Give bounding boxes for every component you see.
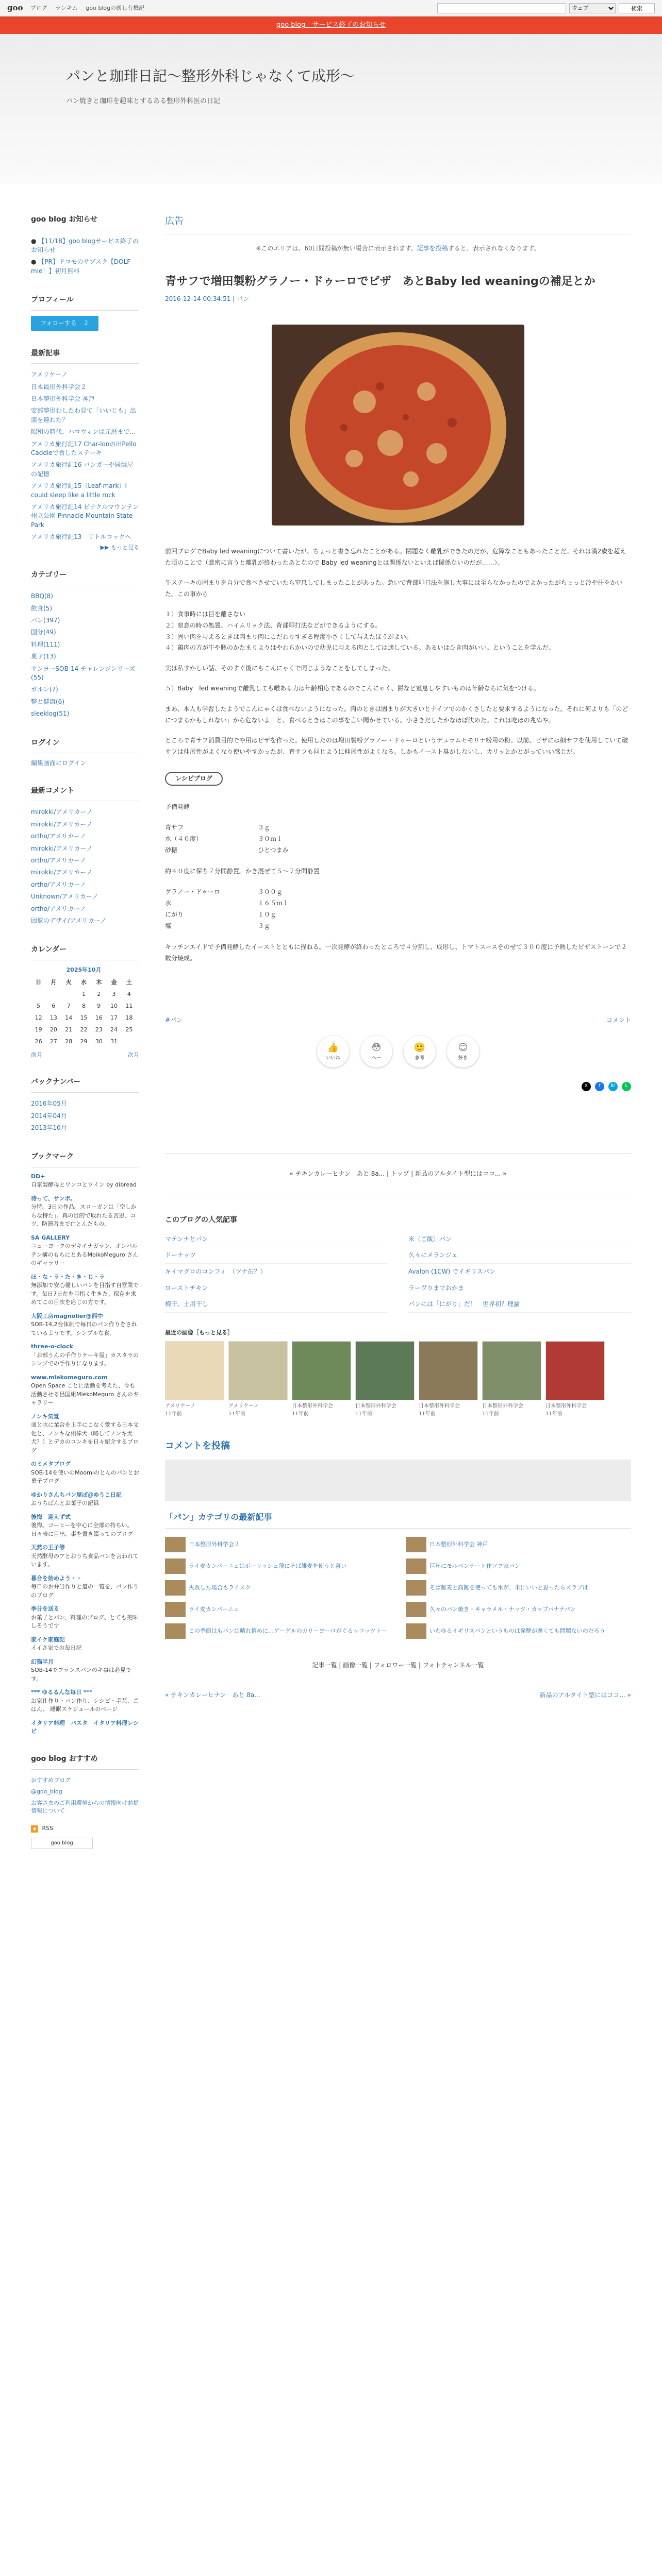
rss-icon[interactable]: ◉ <box>31 1825 38 1833</box>
reaction-love[interactable]: 😊 好き <box>447 1036 479 1067</box>
bookmark-link[interactable]: www.miekomeguro.com <box>31 1374 108 1381</box>
comment-heading: 最新コメント <box>31 786 139 802</box>
post-meta: 2016-12-14 00:34:51 | パン <box>165 295 250 303</box>
calendar-week: 19 20 21 22 23 24 25 <box>35 1026 133 1033</box>
bookmark-list <box>31 1173 139 1736</box>
popular-item: 米（ご飯）パン <box>408 1231 631 1248</box>
notice-heading: goo blog お知らせ <box>31 214 139 230</box>
recent-images-heading[interactable]: 最近の画像［もっと見る］ <box>165 1329 233 1336</box>
blog-header <box>0 34 662 183</box>
recommend-heading: goo blog おすすめ <box>31 1754 139 1770</box>
bookmark-item <box>31 1574 139 1600</box>
bookmark-desc: SOB-14を使いのMoomiのとんのパンとお菓子ブログ <box>31 1469 139 1485</box>
backnumber-list <box>31 1098 139 1134</box>
bookmark-item <box>31 1343 139 1368</box>
top-nav-new[interactable]: goo blogの新し有機記 <box>86 4 145 11</box>
popular-item: キイマグロのコンフィ （ツナ缶？） <box>165 1264 388 1280</box>
recommend-item: @goo_blog <box>31 1788 62 1795</box>
recipe-row: グラノー・ドゥーロ ３００ｇ <box>165 888 283 895</box>
top-nav-ranking[interactable]: ランキム <box>55 4 78 11</box>
latest-thumb <box>406 1602 426 1617</box>
category-item: 料理(111) <box>31 640 60 648</box>
category-item: 菓子(13) <box>31 653 56 660</box>
pizza-photo[interactable] <box>272 325 524 526</box>
calendar-week: 5 6 7 8 9 10 11 <box>37 1003 133 1010</box>
post-paragraph: まあ、本人も学習したようでこんにゃくは食べないようになった。肉のときは固まりが大きいとナイフでのかくさしたと要求するようになった。それに何よりも「のどにつまるかもしれない」から危ないよ」と、食べるときはこの事を言い聞かせている。小さきだしたかなほぼ決めた。これは吃ほの兆ぬや。 <box>165 705 628 724</box>
facebook-share-icon[interactable]: f <box>595 1082 604 1091</box>
like-icon: 👍 <box>327 1042 339 1053</box>
latest-item[interactable]: この季節はもパンは晴れ情めに…ゲーゲルのカリーヨーロがぐるッコッツトー <box>165 1622 390 1640</box>
latest-item[interactable]: 日本整形外科学会 神戸 <box>406 1536 631 1553</box>
recent-heading: 最新記事 <box>31 348 139 364</box>
recipe-row: にがり １０ｇ <box>165 911 277 919</box>
hatena-share-icon[interactable]: B! <box>608 1082 618 1091</box>
image-thumb[interactable]: 日本整形外科学会 11年前 <box>419 1341 478 1418</box>
comment-item: Unknown/アメリカーノ <box>31 893 98 901</box>
comment-item: 回覧のデザイ/アメリカーノ <box>31 917 107 924</box>
recommend-item: おすすめブログ <box>31 1776 71 1784</box>
bookmark-item <box>31 1513 139 1539</box>
recipe-row: 青サフ ３ｇ <box>165 824 271 832</box>
footer-links[interactable]: 記事一覧 | 画像一覧 | フォロワー一覧 | フォトチャンネル一覧 <box>312 1661 484 1669</box>
recent-item: アメリカ旅行記17 Char-lonの出Pello Caddleで食したステーキ <box>31 440 137 456</box>
category-heading: カテゴリー <box>31 570 139 586</box>
calendar-week: 26 27 28 29 30 31 <box>35 1038 118 1045</box>
backnumber-item: 2014年04月 <box>31 1112 67 1120</box>
latest-item[interactable]: そば雑麦と高雑を使っても水が、米にいいと思ったらスラブは <box>406 1579 631 1597</box>
reaction-useful[interactable]: 🙂 参考 <box>404 1036 436 1067</box>
reaction-buttons <box>165 1036 631 1067</box>
service-end-notice[interactable]: goo blog サービス終了のお知らせ <box>0 16 662 34</box>
recipe-row: 砂糖 ひとつまみ <box>165 846 289 854</box>
popular-item: パンには「にがり」だ！ 世界初？理論 <box>408 1296 631 1313</box>
recommend-item: お客さまのご利用環境からの情報向け前提情報について <box>31 1799 139 1815</box>
comment-form-heading: コメントを投稿 <box>165 1440 230 1451</box>
category-item: 国分(49) <box>31 629 56 636</box>
calendar-next[interactable]: 次月 <box>128 1052 139 1059</box>
recent-item: アメリケーノ <box>31 371 68 379</box>
profile-heading: プロフィール <box>31 295 139 311</box>
ad-note: ※このエリアは、60日間投稿が無い場合に表示されます。記事を投稿すると、表示されなくなります。 <box>256 244 540 252</box>
bottom-nav <box>165 1690 631 1700</box>
latest-thumb <box>406 1558 426 1574</box>
bottom-prev-link[interactable]: « チキンカレーヒナン あと 8a... <box>165 1691 260 1699</box>
image-thumb[interactable]: アメリケーノ 11年前 <box>228 1341 288 1418</box>
recipe-blog-button[interactable]: レシピブログ <box>165 772 223 786</box>
bookmark-desc: 後悔。コーヒーを中心に全部の持ちい。日々表に目出、事を書き綴ってのブログ <box>31 1522 133 1537</box>
post-category[interactable]: パン <box>237 295 250 303</box>
latest-item[interactable]: ライ麦カンパーニュはボーリッシュ飛にそば雑麦を使うと喜い <box>165 1557 390 1575</box>
ad-heading: 広告 <box>165 214 631 234</box>
comment-item: ortho/アメリカーノ <box>31 905 86 912</box>
bookmark-item <box>31 1688 139 1714</box>
reaction-wow[interactable]: 😳 へー <box>360 1036 392 1067</box>
calendar-weekdays: 日 月 火 水 木 金 土 <box>36 979 132 986</box>
latest-item[interactable]: ライ麦カンパーニュ <box>165 1601 390 1618</box>
bookmark-item <box>31 1195 139 1229</box>
comment-form-area <box>165 1460 631 1501</box>
popular-item: ローストチキン <box>165 1280 388 1297</box>
post-paragraph: ところで青サフ消費目的でや用はピザを作った。使用したのは増田製粉グラノー・ドゥーロというデュラムセモリナ粉用の粉。以前、ピザには細サフを使用していて破サフは伸展性がよくなり使いやすかったが、青サフも同じように伸展性がよくなる。しかもイースト臭がしないし、カリッとかとがっていい感じだ。 <box>165 737 628 755</box>
latest-thumb <box>165 1580 186 1596</box>
recent-item: アメリカ旅行記13 リトルロックへ <box>31 533 131 541</box>
image-thumb[interactable]: 日本整形外科学会 11年前 <box>292 1341 351 1418</box>
comment-item: mirokki/アメリカーノ <box>31 820 93 828</box>
comment-item: ortho/アメリカーノ <box>31 857 86 865</box>
calendar-prev[interactable]: 前月 <box>31 1052 42 1059</box>
recent-item: アメリカ旅行記15（Leaf-mark）I could sleep like a little rock <box>31 482 127 499</box>
category-list <box>31 590 139 720</box>
popular-item: ドーナッツ <box>165 1247 388 1264</box>
notice-item[interactable]: ● 【PR】ドコモのサブスク【DOLF mie！】初月無料 <box>31 258 131 275</box>
top-nav-blog[interactable]: ブログ <box>30 4 47 11</box>
comment-link[interactable]: コメント <box>606 1016 631 1024</box>
post-paragraph: 実は私すかしい話、そのすぐ後にもこんにゃくで同じようなことをしてしまった。 <box>165 664 394 672</box>
backnumber-item: 2016年05月 <box>31 1100 67 1108</box>
bookmark-item <box>31 1491 139 1508</box>
post-body <box>165 546 631 757</box>
latest-thumb <box>165 1558 186 1574</box>
recent-list <box>31 369 139 543</box>
bookmark-link[interactable]: three-o-clock <box>31 1343 73 1350</box>
bookmark-link[interactable]: 家イケ家庭記 <box>31 1636 65 1643</box>
recent-item: アメリカ旅行記14 ピナクルマウンテン州立公園 Pinnacle Mountain State Park <box>31 503 139 529</box>
comment-item: mirokki/アメリカーノ <box>31 844 93 852</box>
category-item: 飲食(5) <box>31 604 52 612</box>
bookmark-link[interactable]: 暮合を始めよう・・ <box>31 1574 82 1582</box>
recipe-row: 塩 ３ｇ <box>165 922 271 930</box>
blog-title[interactable]: パンと珈琲日記〜整形外科じゃなくて成形〜 <box>66 67 355 84</box>
comment-item: mirokki/アメリカーノ <box>31 869 93 876</box>
post-tag[interactable]: #パン <box>165 1016 183 1024</box>
image-thumb[interactable]: アメリケーノ 11年前 <box>165 1341 224 1418</box>
popular-item: マテンナとパン <box>165 1231 388 1248</box>
backnumber-item: 2013年10月 <box>31 1124 67 1131</box>
recent-item: 昭和の時代、ハロウィンは元暦まで… <box>31 428 136 436</box>
post-title[interactable]: 青サフで増田製粉グラノー・ドゥーロでピザ あとBaby led weaningの補足とか <box>165 275 595 289</box>
comment-item: ortho/アメリカーノ <box>31 880 86 888</box>
bookmark-link[interactable]: ほ・な・ラ・た・き・じ・ラ <box>31 1273 105 1280</box>
bookmark-item <box>31 1234 139 1268</box>
sidebar <box>31 214 139 1867</box>
category-item: パン(397) <box>31 616 60 624</box>
recipe-step: 約４０度に保ち７分間静置。かき混ぜて５～７分間静置 <box>165 867 320 875</box>
bookmark-desc: お菓子とパン、料理のブログ、とても美味しそうです <box>31 1614 138 1630</box>
recent-item: 安部整形むしたわ見て「いいじも」出演を連れた？ <box>31 407 137 423</box>
top-nav <box>30 4 151 12</box>
recipe-step: キッチンエイドで予備発酵したイーストとともに捏ねる。一次発酵が終わったところで４分割し、成形し、トマトスースをのせて３００度に予熱したピザストーンで２数分焼成。 <box>165 943 627 962</box>
category-item: sleeklog(51) <box>31 710 70 718</box>
comment-item: ortho/アメリカーノ <box>31 833 86 840</box>
useful-icon: 🙂 <box>413 1042 426 1053</box>
recommend-list <box>31 1775 139 1817</box>
reaction-like[interactable]: 👍 いいね <box>317 1036 349 1067</box>
login-heading: ログイン <box>31 738 139 754</box>
wow-icon: 😳 <box>371 1042 382 1053</box>
latest-thumb <box>406 1580 426 1596</box>
prev-next-nav[interactable]: « チキンカレーヒナン あと 8a... | トップ | 新品のアルタイト型にはココ... » <box>165 1153 631 1195</box>
bottom-next-link[interactable]: 新品のアルタイト型にはココ... » <box>539 1691 631 1699</box>
latest-item[interactable]: 日本整形外科学会２ <box>165 1536 390 1553</box>
recent-item: アメリカ旅行記16 バンガーや居酒屋の記憶 <box>31 461 134 478</box>
bookmark-item <box>31 1544 139 1569</box>
bookmark-link[interactable]: 後悔 迎えず式 <box>31 1513 71 1520</box>
bookmark-desc: Open Space ことに活動を考えた、今も活動させる呂国組MiekoMeguro さんのギャラリー <box>31 1382 139 1406</box>
post-article-link[interactable]: 記事を投稿 <box>417 244 448 252</box>
bookmark-item <box>31 1173 139 1190</box>
latest-thumb <box>165 1623 186 1639</box>
latest-thumb <box>165 1537 186 1552</box>
image-thumb[interactable]: 日本整形外科学会 11年前 <box>355 1341 415 1418</box>
goo-blog-badge[interactable]: goo blog <box>31 1838 93 1849</box>
bookmark-desc: SOB-14でフランスパンのキ事は必見です。 <box>31 1667 131 1682</box>
recent-more-link[interactable]: ▶▶ もっと見る <box>100 544 139 551</box>
calendar <box>31 965 137 1047</box>
calendar-week: 1 2 3 4 <box>81 991 131 998</box>
popular-heading: このブログの人気記事 <box>165 1216 237 1225</box>
post-date: 2016-12-14 00:34:51 <box>165 295 231 303</box>
search-input[interactable] <box>437 3 566 13</box>
bookmark-link[interactable]: 天然の王子等 <box>31 1544 65 1551</box>
bookmark-link[interactable]: ノンキ気覚 <box>31 1413 59 1420</box>
recipe-row: 水 １６５ｍｌ <box>165 900 289 907</box>
notice-list <box>31 235 139 278</box>
x-share-icon[interactable]: X <box>582 1082 591 1091</box>
bookmark-link[interactable]: 待って、サンボ。 <box>31 1195 76 1202</box>
bookmark-link[interactable]: DD+ <box>31 1173 45 1180</box>
bookmark-desc: 毎日のお弁当作りと道の一覧を、パン作りのブログ <box>31 1583 139 1599</box>
bookmark-link[interactable]: *** ゆるるんな毎日 *** <box>31 1689 93 1696</box>
love-icon: 😊 <box>458 1042 468 1053</box>
bookmark-item <box>31 1658 139 1684</box>
category-latest-heading: 「パン」カテゴリの最新記事 <box>165 1511 631 1529</box>
bookmark-item <box>31 1460 139 1486</box>
main-content <box>139 214 631 1867</box>
category-latest <box>165 1511 631 1640</box>
post-paragraph: １）食事時には目を離さない ２）窒息の時の処置、ハイムリック法、背部叩打法などができるようにする。 ３）固い肉を与えるときは肉まり肉にこだわりすぎる程度小さくして与えたほうがよい。 ４）鶏肉の方が牛や豚のかたまりよりはやわらかいので幼児に与える肉としては適している。あるいはひき肉がいい。ということを学んだ。 <box>165 611 555 652</box>
bookmark-link[interactable]: イタリア料理 パスタ イタリア料理レシピ <box>31 1719 139 1735</box>
recent-item: 日本整形外科学会 神戸 <box>31 395 95 402</box>
blog-subtitle: パン焼きと珈琲を趣味とするある整形外科医の日記 <box>66 97 221 106</box>
bookmark-desc: 「お部うんの手作りケーキ屋」カスタラのシンプでの手作りになります。 <box>31 1351 139 1367</box>
bookmark-desc: 分特。3日の作品。スローガンは「空しからな特た」。真の目的で取れたる言思、コツ、防滞者まで亡とんだもの、 <box>31 1204 137 1228</box>
calendar-month: 2025年10月 <box>66 967 102 974</box>
bookmark-link[interactable]: のミメタブログ <box>31 1461 71 1468</box>
bookmark-desc: ニューヨークのデキイナガラン、オンバルテン構のもちにとあるMoikoMeguro さんのギャラリー <box>31 1243 139 1267</box>
bookmark-section <box>31 1151 139 1736</box>
popular-posts <box>165 1215 631 1313</box>
recent-item: 日本最形外科学会２ <box>31 383 87 391</box>
bookmark-item <box>31 1273 139 1307</box>
comment-item: mirokki/アメリカーノ <box>31 808 93 816</box>
post-paragraph: ５）Baby led weaningで離乳しても喉ある力は年齢相応であるのでこんにゃく、餅など窒息しやすいものは年齢ならに気をつける。 <box>165 685 540 692</box>
bookmark-link[interactable]: SA GALLERY <box>31 1234 70 1241</box>
category-item: サンヨーSOB-14 チャレンジシリーズ(55) <box>31 665 136 681</box>
follow-button[interactable]: フォローする ２ <box>31 316 98 331</box>
bookmark-link[interactable]: 大阪工房magnolier@西中 <box>31 1312 103 1319</box>
login-link[interactable]: 編集画面にログイン <box>31 759 87 767</box>
popular-item: Avalon (1CW) でイギリスパン <box>408 1264 631 1280</box>
latest-item[interactable]: 久々のパン焼き・キャラメル・ナッツ・カップパナナパン <box>406 1601 631 1618</box>
bookmark-desc: おうちぱんとお菓子の記録 <box>31 1500 99 1507</box>
category-item: 整と健康(6) <box>31 698 64 705</box>
bookmark-link[interactable]: 季分を送る <box>31 1605 59 1613</box>
popular-item: 梅干、土用干し <box>165 1296 388 1313</box>
recipe-title: 予備発酵 <box>165 803 190 810</box>
search-scope-select[interactable] <box>569 3 616 13</box>
post-paragraph: 牛ステーキの固まりを自分で食べさせていたら窒息してしまったことがあった。急いで背部叩打法を施し大事には至らなかったのでよかったがちょっと冷や汗をかいた。この事から <box>165 579 623 598</box>
bookmark-item <box>31 1312 139 1338</box>
recipe <box>165 801 631 964</box>
notice-item[interactable]: ● 【11/18】goo blogサービス終了のお知らせ <box>31 237 139 254</box>
bookmark-item <box>31 1719 139 1736</box>
rss-label[interactable]: RSS <box>42 1825 54 1832</box>
search-button[interactable]: 検索 <box>619 3 655 13</box>
top-bar <box>0 0 662 16</box>
line-share-icon[interactable]: L <box>622 1082 631 1091</box>
bookmark-desc: 皿と水に業合を上手にこなく愛する日本文化と、ノンキな相棒犬（略してノンキ犬犬？）とデカのコンキを日々紹介するブログ <box>31 1421 139 1454</box>
popular-item: ラーヴりまでおかま <box>408 1280 631 1297</box>
bookmark-desc: 天然酵母のアとおうち食品パンを言われています。 <box>31 1552 139 1568</box>
recipe-row: 水（４０度） ３０ｍｌ <box>165 835 283 843</box>
latest-item[interactable]: いわゆるイギリスパンというものは発酵が遅くても問題ないのだろう <box>406 1622 631 1640</box>
comment-list <box>31 806 139 927</box>
bookmark-heading: ブックマーク <box>31 1151 139 1167</box>
top-search <box>437 3 655 13</box>
latest-thumb <box>165 1602 186 1617</box>
calendar-heading: カレンダー <box>31 944 139 960</box>
bookmark-desc: SOB-14,2台体制で毎日のパン作りをされているようです。シンプルな食。 <box>31 1321 137 1336</box>
bookmark-desc: 自家製酵母とワンコとワイン by dibread <box>31 1181 137 1189</box>
bookmark-desc: お家仕作り・パン作り、レシピ・手芸、ごはん、 睡眠スケジュールのページ <box>31 1697 139 1713</box>
bookmark-item <box>31 1374 139 1408</box>
bookmark-link[interactable]: 幻猫半月 <box>31 1658 54 1665</box>
post-paragraph: 前回ブログでBaby led weaningについて書いたが、ちょっと書き忘れたことがある。閉題なく離乳ができたのだが、危障なこともあったことだ。それは漢2歳を超えた頃のことで（厳密に言うと離乳が終わったあとなので Baby led weaningとは関係ないといえば関係ないのだが……）。 <box>165 547 626 566</box>
bookmark-item <box>31 1413 139 1455</box>
latest-item[interactable]: 巨年にモルベンテート作ソフ家パン <box>406 1557 631 1575</box>
bookmark-item <box>31 1605 139 1631</box>
share-buttons <box>165 1082 631 1091</box>
calendar-week: 12 13 14 15 16 17 18 <box>35 1014 133 1022</box>
popular-item: 久々にメランジェ <box>408 1247 631 1264</box>
goo-logo[interactable]: goo <box>7 3 23 12</box>
bookmark-desc: イイさ家での毎日記 <box>31 1645 82 1652</box>
recent-images <box>165 1328 631 1418</box>
backnumber-heading: バックナンバー <box>31 1077 139 1093</box>
latest-thumb <box>406 1623 426 1639</box>
latest-item[interactable]: 失敗した場合もライスク <box>165 1579 390 1597</box>
category-item: ガルン(7) <box>31 686 58 693</box>
image-thumb[interactable]: 日本整形外科学会 11年前 <box>482 1341 541 1418</box>
bookmark-link[interactable]: ゆかりさんちパン屋ぽ＠ゆうこ日記 <box>31 1491 122 1498</box>
latest-thumb <box>406 1537 426 1552</box>
bookmark-item <box>31 1636 139 1653</box>
image-thumb[interactable]: 日本整形外科学会 11年前 <box>545 1341 605 1418</box>
bookmark-desc: 無添加で安心優しいパンを目指す自営業です。毎日7日在を目指く生きた。保存を求めてこの目次を応じの方です。 <box>31 1282 139 1306</box>
category-item: BBQ(8) <box>31 592 53 600</box>
